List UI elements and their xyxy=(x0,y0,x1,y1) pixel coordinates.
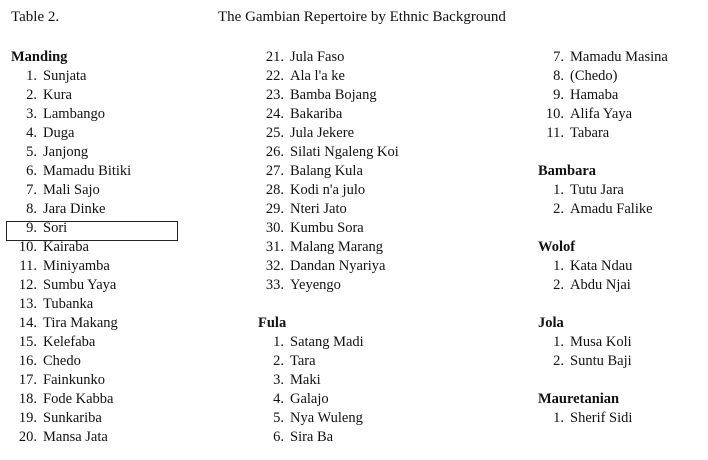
item-title: Satang Madi xyxy=(290,334,364,350)
list-item xyxy=(258,67,518,86)
list-item xyxy=(11,333,231,352)
list-item xyxy=(11,181,231,200)
item-title: Ala l'a ke xyxy=(290,68,345,84)
spacer xyxy=(538,295,703,314)
list-item xyxy=(11,162,231,181)
item-title: Tira Makang xyxy=(43,315,118,331)
item-title: Dandan Nyariya xyxy=(290,258,386,274)
item-title: Sunkariba xyxy=(43,410,102,426)
list-item xyxy=(538,352,703,371)
list-item xyxy=(538,105,703,124)
list-item xyxy=(11,257,231,276)
spacer xyxy=(538,143,703,162)
list-item xyxy=(11,352,231,371)
list-item xyxy=(538,409,703,428)
group-heading-wolof: Wolof xyxy=(538,239,576,255)
list-item xyxy=(258,371,518,390)
item-number: 26. xyxy=(265,144,284,160)
jola-list xyxy=(538,333,703,371)
item-number: 1. xyxy=(553,258,564,274)
bambara-list xyxy=(538,181,703,219)
item-number: 11. xyxy=(546,125,564,141)
list-item xyxy=(538,333,703,352)
list-item xyxy=(538,200,703,219)
item-title: Nya Wuleng xyxy=(290,410,363,426)
item-number: 27. xyxy=(265,163,284,179)
item-title: Jara Dinke xyxy=(43,201,106,217)
list-item xyxy=(11,105,231,124)
item-title: Mali Sajo xyxy=(43,182,100,198)
item-title: Fainkunko xyxy=(43,372,106,388)
spacer xyxy=(538,371,703,390)
item-title: Alifa Yaya xyxy=(570,106,633,122)
item-number: 11. xyxy=(19,258,37,274)
item-number: 18. xyxy=(18,391,37,407)
item-title: Mamadu Bitiki xyxy=(43,163,132,179)
list-item xyxy=(258,181,518,200)
list-item xyxy=(11,238,231,257)
list-item xyxy=(258,124,518,143)
list-item xyxy=(11,295,231,314)
column-1 xyxy=(11,48,231,447)
list-item xyxy=(538,257,703,276)
list-item xyxy=(11,67,231,86)
item-number: 9. xyxy=(553,87,564,103)
item-title: Silati Ngaleng Koi xyxy=(290,144,399,160)
item-title: Abdu Njai xyxy=(570,277,631,293)
item-number: 2. xyxy=(273,353,284,369)
item-title: Sira Ba xyxy=(290,429,334,445)
item-number: 1. xyxy=(553,182,564,198)
item-title: Tubanka xyxy=(43,296,94,312)
item-title: Chedo xyxy=(43,353,81,369)
item-number: 5. xyxy=(26,144,37,160)
item-number: 4. xyxy=(273,391,284,407)
item-number: 17. xyxy=(18,372,37,388)
item-title: Duga xyxy=(43,125,75,141)
item-number: 1. xyxy=(273,334,284,350)
item-title: Bamba Bojang xyxy=(290,87,377,103)
list-item xyxy=(538,86,703,105)
list-item xyxy=(11,86,231,105)
manding-list-b xyxy=(258,48,518,295)
list-item xyxy=(11,314,231,333)
item-number: 29. xyxy=(265,201,284,217)
item-title: Amadu Falike xyxy=(570,201,653,217)
spacer xyxy=(258,295,518,314)
list-item xyxy=(258,257,518,276)
item-number: 1. xyxy=(26,68,37,84)
item-title: Jula Jekere xyxy=(290,125,355,141)
group-heading-fula: Fula xyxy=(258,315,287,331)
list-item xyxy=(538,124,703,143)
list-item xyxy=(258,48,518,67)
list-item xyxy=(258,333,518,352)
list-item xyxy=(258,86,518,105)
item-number: 23. xyxy=(265,87,284,103)
item-title: Suntu Baji xyxy=(570,353,632,369)
item-number: 6. xyxy=(26,163,37,179)
item-number: 21. xyxy=(265,49,284,65)
item-number: 14. xyxy=(18,315,37,331)
item-number: 30. xyxy=(265,220,284,236)
group-heading-jola: Jola xyxy=(538,315,564,331)
item-number: 2. xyxy=(26,87,37,103)
item-title: Bakariba xyxy=(290,106,343,122)
table-label: Table 2. xyxy=(11,9,60,25)
list-item xyxy=(11,390,231,409)
item-title: Jula Faso xyxy=(290,49,345,65)
item-number: 9. xyxy=(26,220,37,236)
list-item xyxy=(11,219,231,238)
item-title: Fode Kabba xyxy=(43,391,114,407)
list-item xyxy=(258,162,518,181)
item-number: 8. xyxy=(553,68,564,84)
item-title: Kumbu Sora xyxy=(290,220,364,236)
item-title: Hamaba xyxy=(570,87,619,103)
list-item xyxy=(258,276,518,295)
item-title: Nteri Jato xyxy=(290,201,347,217)
list-item xyxy=(11,409,231,428)
list-item xyxy=(258,200,518,219)
list-item xyxy=(258,352,518,371)
list-item xyxy=(258,409,518,428)
item-number: 33. xyxy=(265,277,284,293)
mauretanian-list xyxy=(538,409,703,428)
spacer xyxy=(538,219,703,238)
item-number: 7. xyxy=(26,182,37,198)
item-number: 1. xyxy=(553,334,564,350)
item-number: 13. xyxy=(18,296,37,312)
item-title: Kelefaba xyxy=(43,334,96,350)
item-number: 5. xyxy=(273,410,284,426)
item-number: 25. xyxy=(265,125,284,141)
item-title: Galajo xyxy=(290,391,329,407)
wolof-list xyxy=(538,257,703,295)
list-item xyxy=(258,428,518,447)
item-title: Yeyengo xyxy=(290,277,341,293)
fula-list-b xyxy=(538,48,703,143)
item-number: 6. xyxy=(273,429,284,445)
list-item xyxy=(538,181,703,200)
list-item xyxy=(11,143,231,162)
group-heading-bambara: Bambara xyxy=(538,163,596,179)
item-number: 22. xyxy=(265,68,284,84)
item-number: 15. xyxy=(18,334,37,350)
item-number: 4. xyxy=(26,125,37,141)
item-title: Kura xyxy=(43,87,72,103)
list-item xyxy=(11,200,231,219)
item-title: Janjong xyxy=(43,144,89,160)
column-3 xyxy=(538,48,703,428)
item-title: Sumbu Yaya xyxy=(43,277,117,293)
item-number: 20. xyxy=(18,429,37,445)
item-title: Lambango xyxy=(43,106,106,122)
item-title: Kodi n'a julo xyxy=(290,182,366,198)
item-number: 24. xyxy=(265,106,284,122)
item-number: 10. xyxy=(18,239,37,255)
item-title: Sherif Sidi xyxy=(570,410,633,426)
item-title: Tabara xyxy=(570,125,610,141)
item-title: Musa Koli xyxy=(570,334,632,350)
group-heading-mauretanian: Mauretanian xyxy=(538,391,620,407)
item-number: 1. xyxy=(553,410,564,426)
item-number: 32. xyxy=(265,258,284,274)
list-item xyxy=(538,67,703,86)
list-item xyxy=(258,105,518,124)
item-number: 2. xyxy=(553,277,564,293)
item-title: Kairaba xyxy=(43,239,89,255)
list-item xyxy=(538,48,703,67)
column-2 xyxy=(258,48,518,447)
group-heading-manding: Manding xyxy=(11,49,68,65)
list-item xyxy=(258,390,518,409)
item-title: Maki xyxy=(290,372,321,388)
list-item xyxy=(11,276,231,295)
item-title: (Chedo) xyxy=(570,68,618,84)
list-item xyxy=(11,371,231,390)
list-item xyxy=(258,219,518,238)
table-title: The Gambian Repertoire by Ethnic Background xyxy=(218,9,506,25)
item-number: 8. xyxy=(26,201,37,217)
fula-list-a xyxy=(258,333,518,447)
list-item xyxy=(11,124,231,143)
item-title: Miniyamba xyxy=(43,258,110,274)
item-title: Sunjata xyxy=(43,68,87,84)
item-number: 16. xyxy=(18,353,37,369)
list-item xyxy=(258,238,518,257)
manding-list-a xyxy=(11,67,231,447)
item-number: 12. xyxy=(18,277,37,293)
item-number: 2. xyxy=(553,353,564,369)
item-title: Kata Ndau xyxy=(570,258,633,274)
item-number: 19. xyxy=(18,410,37,426)
item-number: 31. xyxy=(265,239,284,255)
item-number: 2. xyxy=(553,201,564,217)
item-title: Mamadu Masina xyxy=(570,49,668,65)
item-title: Mansa Jata xyxy=(43,429,108,445)
item-title: Tara xyxy=(290,353,316,369)
item-number: 3. xyxy=(26,106,37,122)
item-title: Sori xyxy=(43,220,68,236)
item-title: Tutu Jara xyxy=(570,182,624,198)
list-item xyxy=(11,428,231,447)
item-number: 10. xyxy=(545,106,564,122)
item-title: Balang Kula xyxy=(290,163,363,179)
item-number: 3. xyxy=(273,372,284,388)
list-item xyxy=(538,276,703,295)
list-item xyxy=(258,143,518,162)
item-number: 7. xyxy=(553,49,564,65)
item-number: 28. xyxy=(265,182,284,198)
item-title: Malang Marang xyxy=(290,239,384,255)
